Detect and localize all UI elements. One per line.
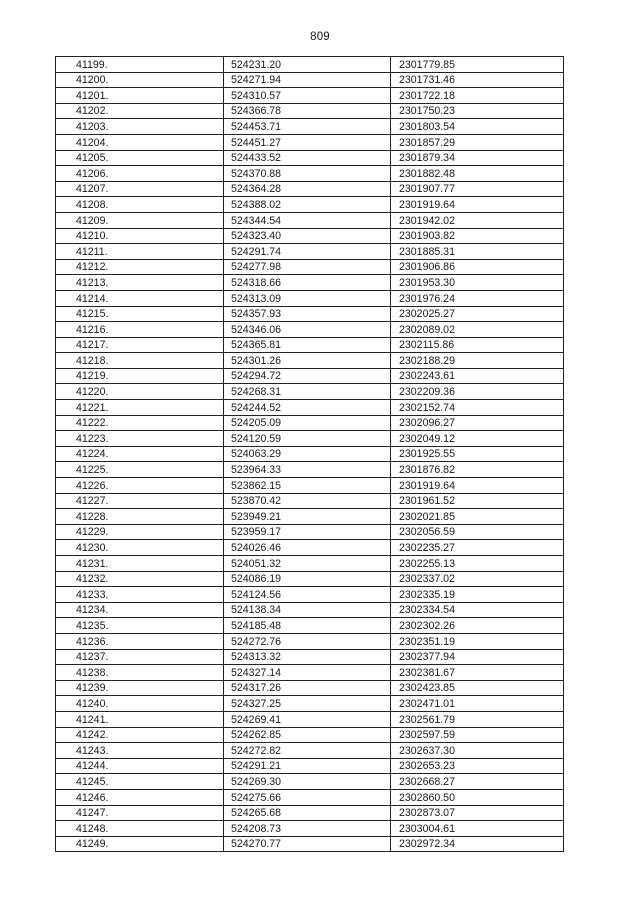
northing-cell: 2302021.85 [391, 509, 564, 525]
easting-cell: 524451.27 [224, 134, 391, 150]
easting-cell: 524453.71 [224, 119, 391, 135]
point-number-cell: 41210. [56, 228, 224, 244]
point-number-cell: 41230. [56, 540, 224, 556]
table-row [56, 275, 564, 291]
table-row [56, 88, 564, 104]
northing-cell: 2301882.48 [391, 166, 564, 182]
point-number-cell: 41208. [56, 197, 224, 213]
northing-cell: 2302860.50 [391, 789, 564, 805]
table-row [56, 602, 564, 618]
easting-cell: 524291.21 [224, 758, 391, 774]
coordinate-table [55, 56, 564, 852]
easting-cell: 524370.88 [224, 166, 391, 182]
easting-cell: 524138.34 [224, 602, 391, 618]
table-row [56, 134, 564, 150]
point-number-cell: 41232. [56, 571, 224, 587]
table-row [56, 400, 564, 416]
table-row [56, 680, 564, 696]
point-number-cell: 41199. [56, 57, 224, 73]
easting-cell: 524265.68 [224, 805, 391, 821]
northing-cell: 2301925.55 [391, 446, 564, 462]
point-number-cell: 41226. [56, 478, 224, 494]
table-row [56, 587, 564, 603]
northing-cell: 2302972.34 [391, 836, 564, 852]
northing-cell: 2301919.64 [391, 197, 564, 213]
northing-cell: 2302096.27 [391, 415, 564, 431]
easting-cell: 524185.48 [224, 618, 391, 634]
table-row [56, 836, 564, 852]
table-row [56, 727, 564, 743]
table-row [56, 805, 564, 821]
table-row [56, 711, 564, 727]
point-number-cell: 41222. [56, 415, 224, 431]
table-row [56, 743, 564, 759]
northing-cell: 2302423.85 [391, 680, 564, 696]
table-row [56, 337, 564, 353]
point-number-cell: 41233. [56, 587, 224, 603]
table-row [56, 353, 564, 369]
table-row [56, 368, 564, 384]
northing-cell: 2302049.12 [391, 431, 564, 447]
northing-cell: 2302335.19 [391, 587, 564, 603]
table-row [56, 259, 564, 275]
northing-cell: 2301731.46 [391, 72, 564, 88]
point-number-cell: 41242. [56, 727, 224, 743]
point-number-cell: 41203. [56, 119, 224, 135]
easting-cell: 524327.14 [224, 665, 391, 681]
point-number-cell: 41218. [56, 353, 224, 369]
northing-cell: 2302188.29 [391, 353, 564, 369]
table-row [56, 789, 564, 805]
northing-cell: 2301953.30 [391, 275, 564, 291]
point-number-cell: 41205. [56, 150, 224, 166]
northing-cell: 2302334.54 [391, 602, 564, 618]
point-number-cell: 41248. [56, 821, 224, 837]
easting-cell: 524366.78 [224, 103, 391, 119]
easting-cell: 523959.17 [224, 524, 391, 540]
easting-cell: 523949.21 [224, 509, 391, 525]
easting-cell: 524262.85 [224, 727, 391, 743]
point-number-cell: 41245. [56, 774, 224, 790]
easting-cell: 524231.20 [224, 57, 391, 73]
point-number-cell: 41241. [56, 711, 224, 727]
easting-cell: 524271.94 [224, 72, 391, 88]
northing-cell: 2302377.94 [391, 649, 564, 665]
easting-cell: 524051.32 [224, 556, 391, 572]
northing-cell: 2302668.27 [391, 774, 564, 790]
easting-cell: 524313.09 [224, 290, 391, 306]
point-number-cell: 41224. [56, 446, 224, 462]
easting-cell: 524310.57 [224, 88, 391, 104]
easting-cell: 524294.72 [224, 368, 391, 384]
point-number-cell: 41243. [56, 743, 224, 759]
point-number-cell: 41231. [56, 556, 224, 572]
point-number-cell: 41204. [56, 134, 224, 150]
table-row [56, 665, 564, 681]
table-row [56, 571, 564, 587]
easting-cell: 523870.42 [224, 493, 391, 509]
point-number-cell: 41216. [56, 322, 224, 338]
northing-cell: 2302381.67 [391, 665, 564, 681]
northing-cell: 2301906.86 [391, 259, 564, 275]
easting-cell: 524365.81 [224, 337, 391, 353]
table-row [56, 166, 564, 182]
northing-cell: 2301961.52 [391, 493, 564, 509]
point-number-cell: 41228. [56, 509, 224, 525]
point-number-cell: 41215. [56, 306, 224, 322]
northing-cell: 2302873.07 [391, 805, 564, 821]
point-number-cell: 41239. [56, 680, 224, 696]
northing-cell: 2302089.02 [391, 322, 564, 338]
point-number-cell: 41237. [56, 649, 224, 665]
easting-cell: 524272.82 [224, 743, 391, 759]
northing-cell: 2302209.36 [391, 384, 564, 400]
northing-cell: 2301885.31 [391, 244, 564, 260]
easting-cell: 523862.15 [224, 478, 391, 494]
northing-cell: 2301976.24 [391, 290, 564, 306]
table-row [56, 244, 564, 260]
easting-cell: 524244.52 [224, 400, 391, 416]
table-row [56, 509, 564, 525]
easting-cell: 524364.28 [224, 181, 391, 197]
northing-cell: 2302653.23 [391, 758, 564, 774]
easting-cell: 524318.66 [224, 275, 391, 291]
northing-cell: 2302235.27 [391, 540, 564, 556]
table-row [56, 618, 564, 634]
northing-cell: 2301942.02 [391, 212, 564, 228]
northing-cell: 2303004.61 [391, 821, 564, 837]
easting-cell: 524323.40 [224, 228, 391, 244]
easting-cell: 524124.56 [224, 587, 391, 603]
table-row [56, 446, 564, 462]
northing-cell: 2301857.29 [391, 134, 564, 150]
easting-cell: 524275.66 [224, 789, 391, 805]
table-row [56, 103, 564, 119]
table-row [56, 306, 564, 322]
easting-cell: 524344.54 [224, 212, 391, 228]
northing-cell: 2302025.27 [391, 306, 564, 322]
point-number-cell: 41229. [56, 524, 224, 540]
northing-cell: 2302255.13 [391, 556, 564, 572]
point-number-cell: 41202. [56, 103, 224, 119]
point-number-cell: 41206. [56, 166, 224, 182]
easting-cell: 524313.32 [224, 649, 391, 665]
table-row [56, 462, 564, 478]
table-row [56, 431, 564, 447]
table-row [56, 197, 564, 213]
table-row [56, 228, 564, 244]
point-number-cell: 41213. [56, 275, 224, 291]
table-row [56, 774, 564, 790]
point-number-cell: 41212. [56, 259, 224, 275]
northing-cell: 2302243.61 [391, 368, 564, 384]
easting-cell: 524388.02 [224, 197, 391, 213]
easting-cell: 524205.09 [224, 415, 391, 431]
point-number-cell: 41238. [56, 665, 224, 681]
table-row [56, 649, 564, 665]
easting-cell: 524268.31 [224, 384, 391, 400]
table-row [56, 72, 564, 88]
table-row [56, 119, 564, 135]
point-number-cell: 41207. [56, 181, 224, 197]
northing-cell: 2301779.85 [391, 57, 564, 73]
northing-cell: 2302302.26 [391, 618, 564, 634]
point-number-cell: 41240. [56, 696, 224, 712]
page-number: 809 [310, 31, 330, 43]
northing-cell: 2302115.86 [391, 337, 564, 353]
northing-cell: 2301907.77 [391, 181, 564, 197]
easting-cell: 524327.25 [224, 696, 391, 712]
table-row [56, 478, 564, 494]
easting-cell: 524433.52 [224, 150, 391, 166]
table-row [56, 415, 564, 431]
northing-cell: 2302152.74 [391, 400, 564, 416]
point-number-cell: 41235. [56, 618, 224, 634]
point-number-cell: 41200. [56, 72, 224, 88]
easting-cell: 524208.73 [224, 821, 391, 837]
point-number-cell: 41220. [56, 384, 224, 400]
table-row [56, 57, 564, 73]
easting-cell: 524120.59 [224, 431, 391, 447]
northing-cell: 2301803.54 [391, 119, 564, 135]
point-number-cell: 41223. [56, 431, 224, 447]
northing-cell: 2302351.19 [391, 633, 564, 649]
point-number-cell: 41211. [56, 244, 224, 260]
easting-cell: 524317.26 [224, 680, 391, 696]
point-number-cell: 41219. [56, 368, 224, 384]
table-row [56, 633, 564, 649]
northing-cell: 2302597.59 [391, 727, 564, 743]
point-number-cell: 41249. [56, 836, 224, 852]
easting-cell: 524269.41 [224, 711, 391, 727]
easting-cell: 524277.98 [224, 259, 391, 275]
northing-cell: 2301722.18 [391, 88, 564, 104]
easting-cell: 524086.19 [224, 571, 391, 587]
northing-cell: 2302561.79 [391, 711, 564, 727]
coordinate-table-body [56, 57, 564, 852]
table-row [56, 290, 564, 306]
easting-cell: 524272.76 [224, 633, 391, 649]
point-number-cell: 41234. [56, 602, 224, 618]
easting-cell: 524026.46 [224, 540, 391, 556]
table-row [56, 322, 564, 338]
point-number-cell: 41227. [56, 493, 224, 509]
northing-cell: 2302337.02 [391, 571, 564, 587]
point-number-cell: 41217. [56, 337, 224, 353]
point-number-cell: 41221. [56, 400, 224, 416]
easting-cell: 524357.93 [224, 306, 391, 322]
table-row [56, 696, 564, 712]
northing-cell: 2301879.34 [391, 150, 564, 166]
table-row [56, 493, 564, 509]
table-row [56, 758, 564, 774]
table-row [56, 212, 564, 228]
easting-cell: 524063.29 [224, 446, 391, 462]
northing-cell: 2301919.64 [391, 478, 564, 494]
table-row [56, 821, 564, 837]
point-number-cell: 41209. [56, 212, 224, 228]
point-number-cell: 41214. [56, 290, 224, 306]
easting-cell: 524269.30 [224, 774, 391, 790]
point-number-cell: 41225. [56, 462, 224, 478]
table-row [56, 540, 564, 556]
easting-cell: 524291.74 [224, 244, 391, 260]
point-number-cell: 41246. [56, 789, 224, 805]
northing-cell: 2302637.30 [391, 743, 564, 759]
easting-cell: 524346.06 [224, 322, 391, 338]
point-number-cell: 41236. [56, 633, 224, 649]
northing-cell: 2302056.59 [391, 524, 564, 540]
northing-cell: 2301750.23 [391, 103, 564, 119]
point-number-cell: 41247. [56, 805, 224, 821]
northing-cell: 2302471.01 [391, 696, 564, 712]
table-row [56, 150, 564, 166]
easting-cell: 524270.77 [224, 836, 391, 852]
easting-cell: 524301.26 [224, 353, 391, 369]
table-row [56, 384, 564, 400]
table-row [56, 524, 564, 540]
point-number-cell: 41201. [56, 88, 224, 104]
table-row [56, 556, 564, 572]
table-row [56, 181, 564, 197]
point-number-cell: 41244. [56, 758, 224, 774]
northing-cell: 2301876.82 [391, 462, 564, 478]
easting-cell: 523964.33 [224, 462, 391, 478]
northing-cell: 2301903.82 [391, 228, 564, 244]
